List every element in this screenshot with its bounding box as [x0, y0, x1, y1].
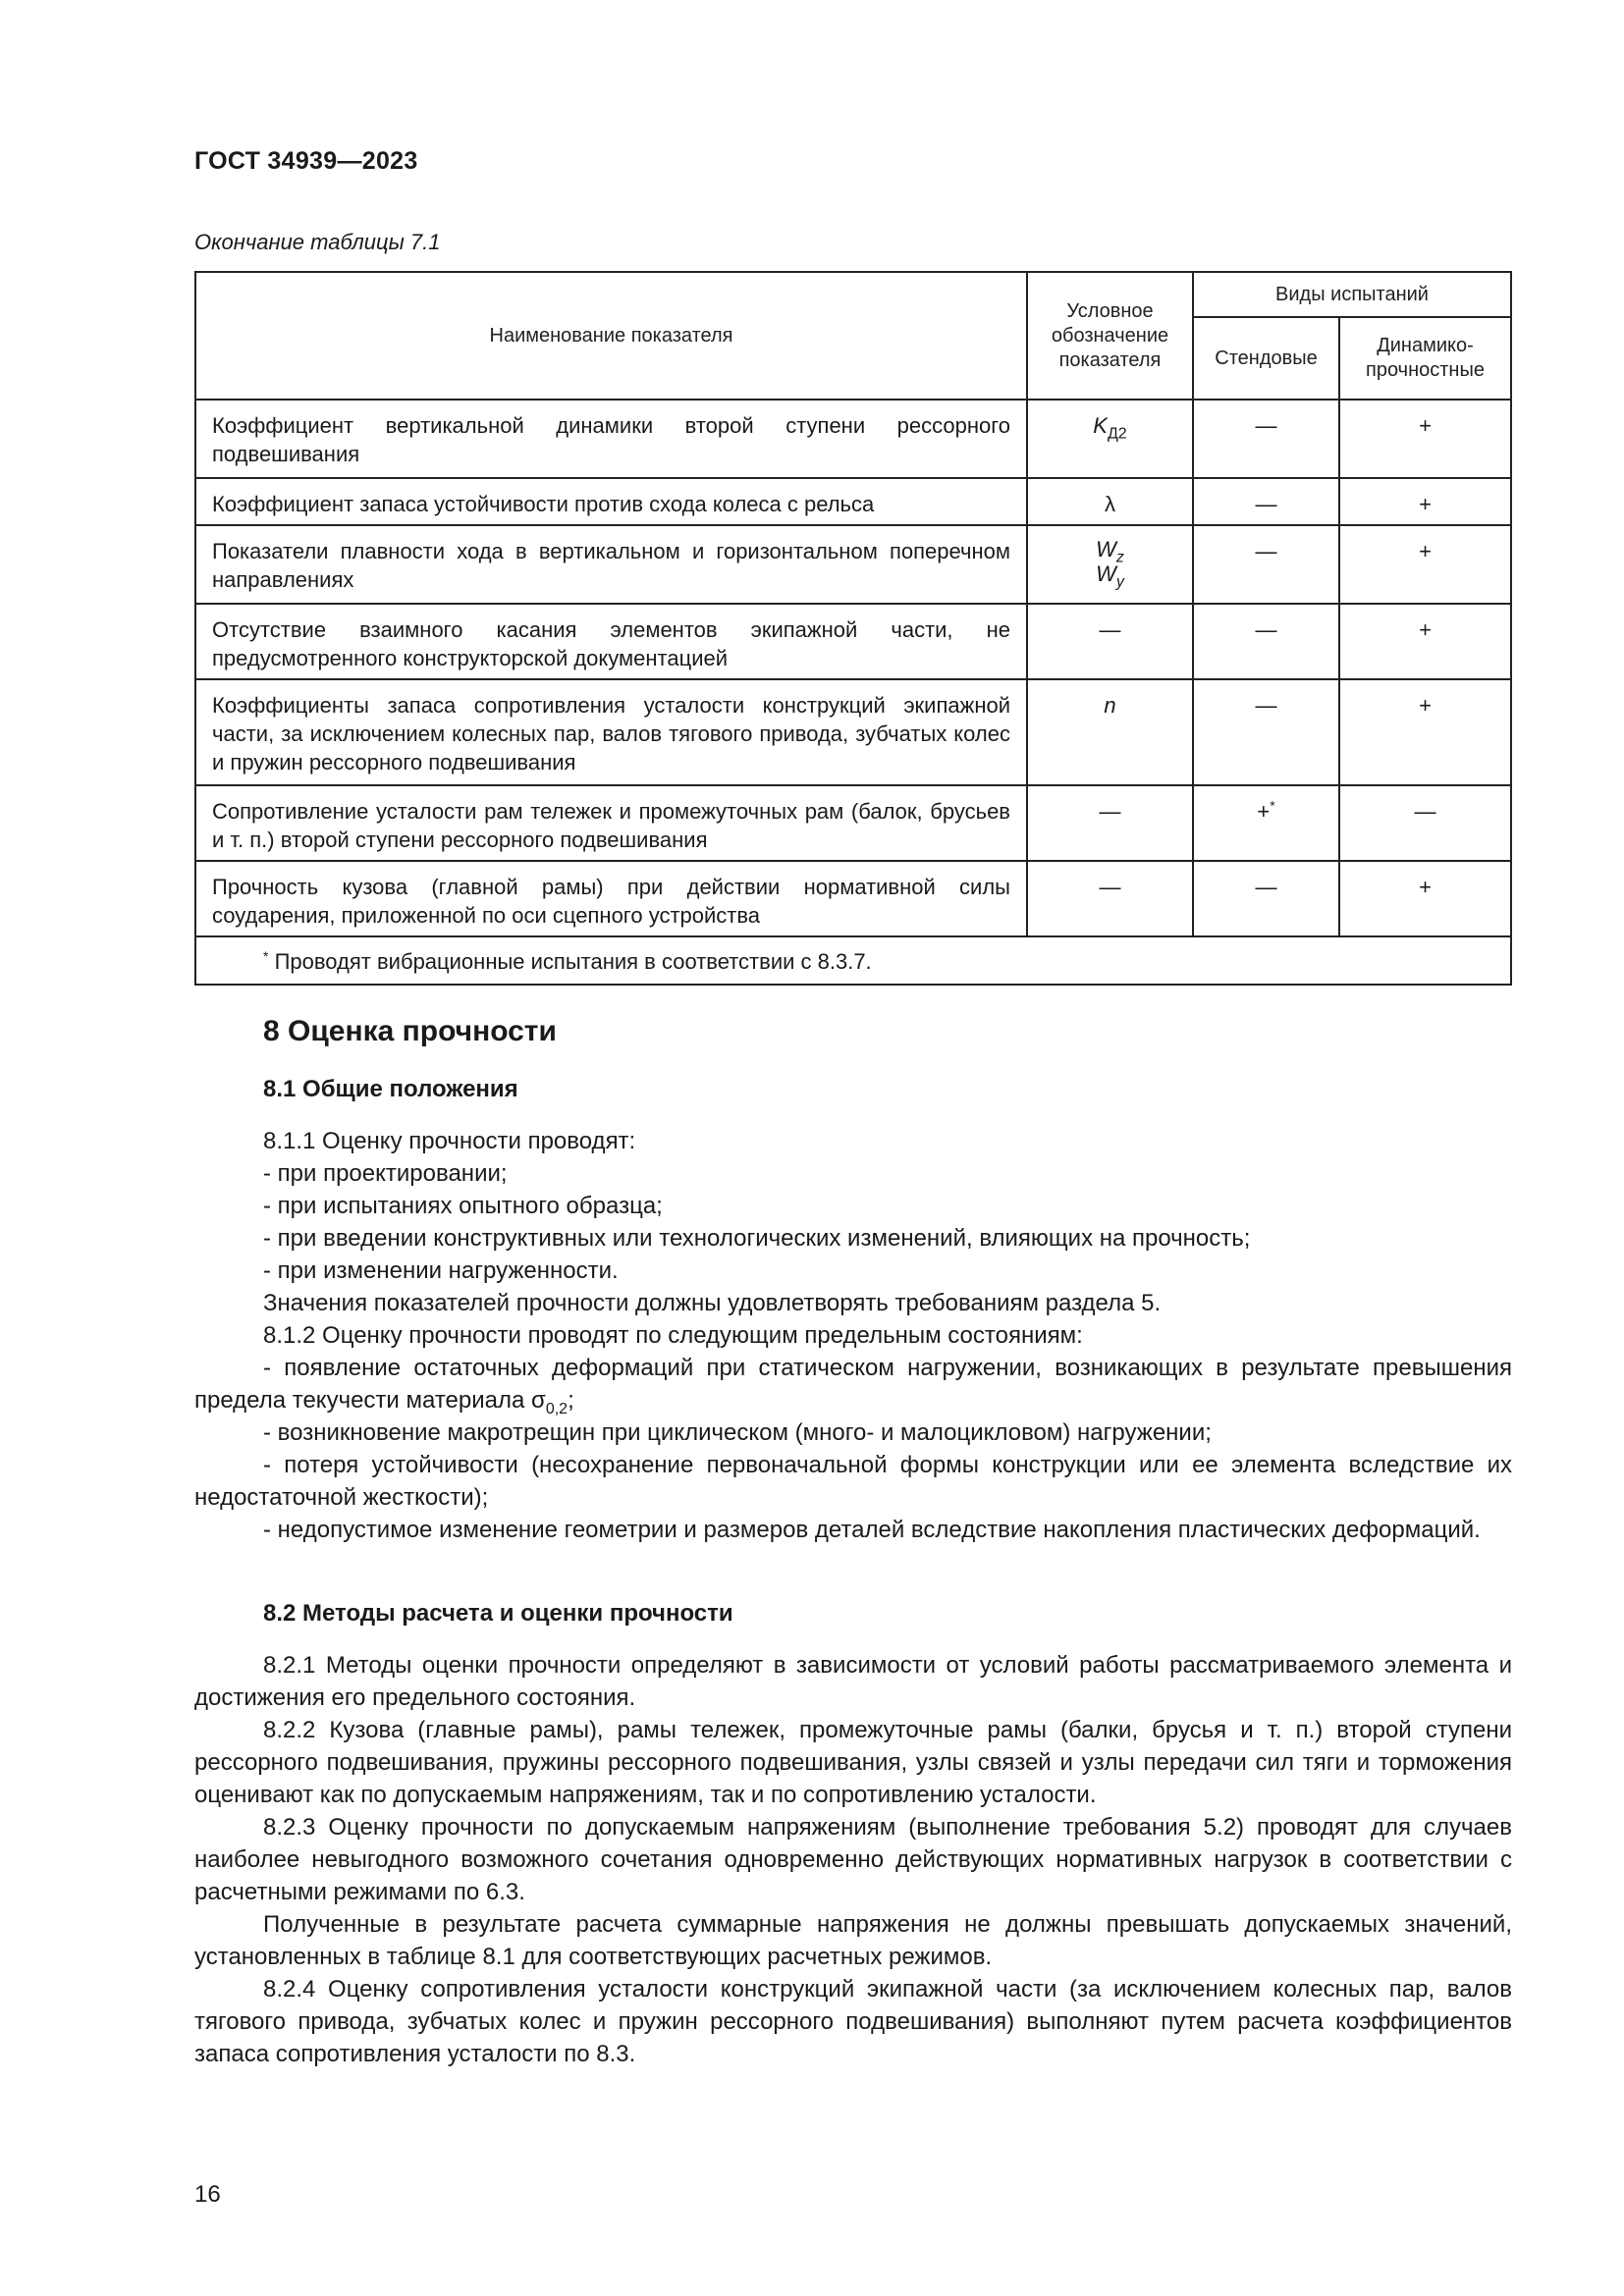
sigma-subscript: 0,2	[545, 1400, 568, 1417]
sigma-symbol: σ	[531, 1387, 546, 1414]
row-symbol	[1027, 400, 1193, 478]
row-bench	[1193, 785, 1339, 861]
list-item: - при введении конструктивных или технологических изменений, влияющих на прочность;	[263, 1225, 1251, 1252]
paragraph-requirements: Значения показателей прочности должны удовлетворять требованиям раздела 5.	[263, 1290, 1162, 1316]
subsection-title-8-2: 8.2 Методы расчета и оценки прочности	[263, 1600, 733, 1627]
section-title: 8 Оценка прочности	[263, 1015, 557, 1047]
symbol-main-2: W	[1096, 561, 1116, 586]
row-dynamic: +	[1339, 679, 1511, 785]
row-bench: —	[1193, 478, 1339, 525]
table-footnote	[195, 936, 1511, 985]
header-symbol: Условное обозначение показателя	[1027, 272, 1193, 400]
symbol-main: K	[1093, 413, 1108, 438]
paragraph-8-2-1: 8.2.1 Методы оценки прочности определяют в зависимости от условий работы рассматриваемого элемента и достижения его предельного состояния.	[194, 1652, 1512, 1711]
row-symbol: —	[1027, 861, 1193, 936]
row-symbol: λ	[1027, 478, 1193, 525]
footnote-text: Проводят вибрационные испытания в соответствии с 8.3.7.	[274, 949, 872, 974]
paragraph-8-2-4: 8.2.4 Оценку сопротивления усталости конструкций экипажной части (за исключением колесных пар, валов тягового привода, зубчатых колес и пружин рессорного подвешивания) выполняют путем расчета коэффициентов запаса сопротивления усталости по 8.3.	[194, 1976, 1512, 2067]
row-name: Коэффициенты запаса сопротивления усталости конструкций экипажной части, за исключением колесных пар, валов тягового привода, зубчатых колес и пружин рессорного подвешивания	[195, 679, 1027, 785]
table-row	[195, 478, 1511, 525]
page-number: 16	[194, 2181, 221, 2208]
table-row	[195, 604, 1511, 679]
row-bench: —	[1193, 679, 1339, 785]
paragraph-8-2-3: 8.2.3 Оценку прочности по допускаемым напряжениям (выполнение требования 5.2) проводят для случаев наиболее невыгодного возможного сочетания одновременно действующих нормативных нагрузок в соответствии с расчетными режимами по 6.3.	[194, 1814, 1512, 1905]
row-symbol	[1027, 525, 1193, 604]
list-item: - при испытаниях опытного образца;	[263, 1193, 663, 1219]
paragraph-8-2-2: 8.2.2 Кузова (главные рамы), рамы тележек, промежуточные рамы (балки, брусья и т. п.) второй ступени рессорного подвешивания, пружины рессорного подвешивания, узлы связей и узлы передачи сил тяги и торможения оценивают как по допускаемым напряжениям, так и по сопротивлению усталости.	[194, 1717, 1512, 1808]
limit-state-a-end: ;	[568, 1387, 574, 1414]
table-footnote-row	[195, 936, 1511, 985]
bench-value: +	[1257, 799, 1271, 824]
header-dynamic: Динамико-прочностные	[1339, 317, 1511, 400]
header-name: Наименование показателя	[195, 272, 1027, 400]
header-bench: Стендовые	[1193, 317, 1339, 400]
limit-state-c: - потеря устойчивости (несохранение первоначальной формы конструкции или ее элемента вследствие их недостаточной жесткости);	[194, 1452, 1512, 1511]
symbol-sub: z	[1115, 549, 1124, 566]
paragraph-stress-limits: Полученные в результате расчета суммарные напряжения не должны превышать допускаемых значений, установленных в таблице 8.1 для соответствующих расчетных режимов.	[194, 1911, 1512, 1970]
row-bench: —	[1193, 525, 1339, 604]
table-row	[195, 400, 1511, 478]
list-item: - при проектировании;	[263, 1160, 508, 1187]
row-name: Отсутствие взаимного касания элементов экипажной части, не предусмотренного конструкторской документацией	[195, 604, 1027, 679]
row-symbol: —	[1027, 785, 1193, 861]
table-row	[195, 525, 1511, 604]
subsection-title-8-1: 8.1 Общие положения	[263, 1076, 518, 1102]
table-row	[195, 679, 1511, 785]
indicators-table	[194, 271, 1512, 986]
row-name: Коэффициент запаса устойчивости против схода колеса с рельса	[195, 478, 1027, 525]
row-dynamic: +	[1339, 604, 1511, 679]
table-caption: Окончание таблицы 7.1	[194, 230, 441, 254]
row-bench: —	[1193, 400, 1339, 478]
table-row	[195, 785, 1511, 861]
row-symbol: —	[1027, 604, 1193, 679]
footnote-ref: *	[1270, 797, 1275, 814]
symbol-sub: Д2	[1107, 425, 1127, 443]
row-symbol: n	[1027, 679, 1193, 785]
row-dynamic: +	[1339, 478, 1511, 525]
document-header: ГОСТ 34939—2023	[194, 147, 418, 175]
limit-state-a-text: - появление остаточных деформаций при статическом нагружении, возникающих в результате превышения предела текучести материала	[194, 1355, 1512, 1414]
symbol-main: W	[1096, 537, 1116, 561]
header-test-types: Виды испытаний	[1193, 272, 1511, 317]
row-bench: —	[1193, 604, 1339, 679]
limit-state-a	[194, 1352, 1512, 1416]
symbol-sub-2: y	[1115, 573, 1124, 591]
paragraph-8-1-1: 8.1.1 Оценку прочности проводят:	[263, 1128, 636, 1154]
limit-state-d: - недопустимое изменение геометрии и размеров деталей вследствие накопления пластических деформаций.	[263, 1517, 1481, 1543]
row-bench: —	[1193, 861, 1339, 936]
row-dynamic: +	[1339, 861, 1511, 936]
limit-state-b: - возникновение макротрещин при циклическом (много- и малоцикловом) нагружении;	[263, 1419, 1212, 1446]
paragraph-8-1-2: 8.1.2 Оценку прочности проводят по следующим предельным состояниям:	[263, 1322, 1083, 1349]
row-dynamic: —	[1339, 785, 1511, 861]
list-item: - при изменении нагруженности.	[263, 1257, 619, 1284]
row-name: Показатели плавности хода в вертикальном и горизонтальном поперечном направлениях	[195, 525, 1027, 604]
table-row	[195, 861, 1511, 936]
row-dynamic: +	[1339, 400, 1511, 478]
row-dynamic: +	[1339, 525, 1511, 604]
row-name: Коэффициент вертикальной динамики второй ступени рессорного подвешивания	[195, 400, 1027, 478]
row-name: Прочность кузова (главной рамы) при действии нормативной силы соударения, приложенной по оси сцепного устройства	[195, 861, 1027, 936]
row-name: Сопротивление усталости рам тележек и промежуточных рам (балок, брусьев и т. п.) второй ступени рессорного подвешивания	[195, 785, 1027, 861]
footnote-mark: *	[263, 947, 269, 964]
